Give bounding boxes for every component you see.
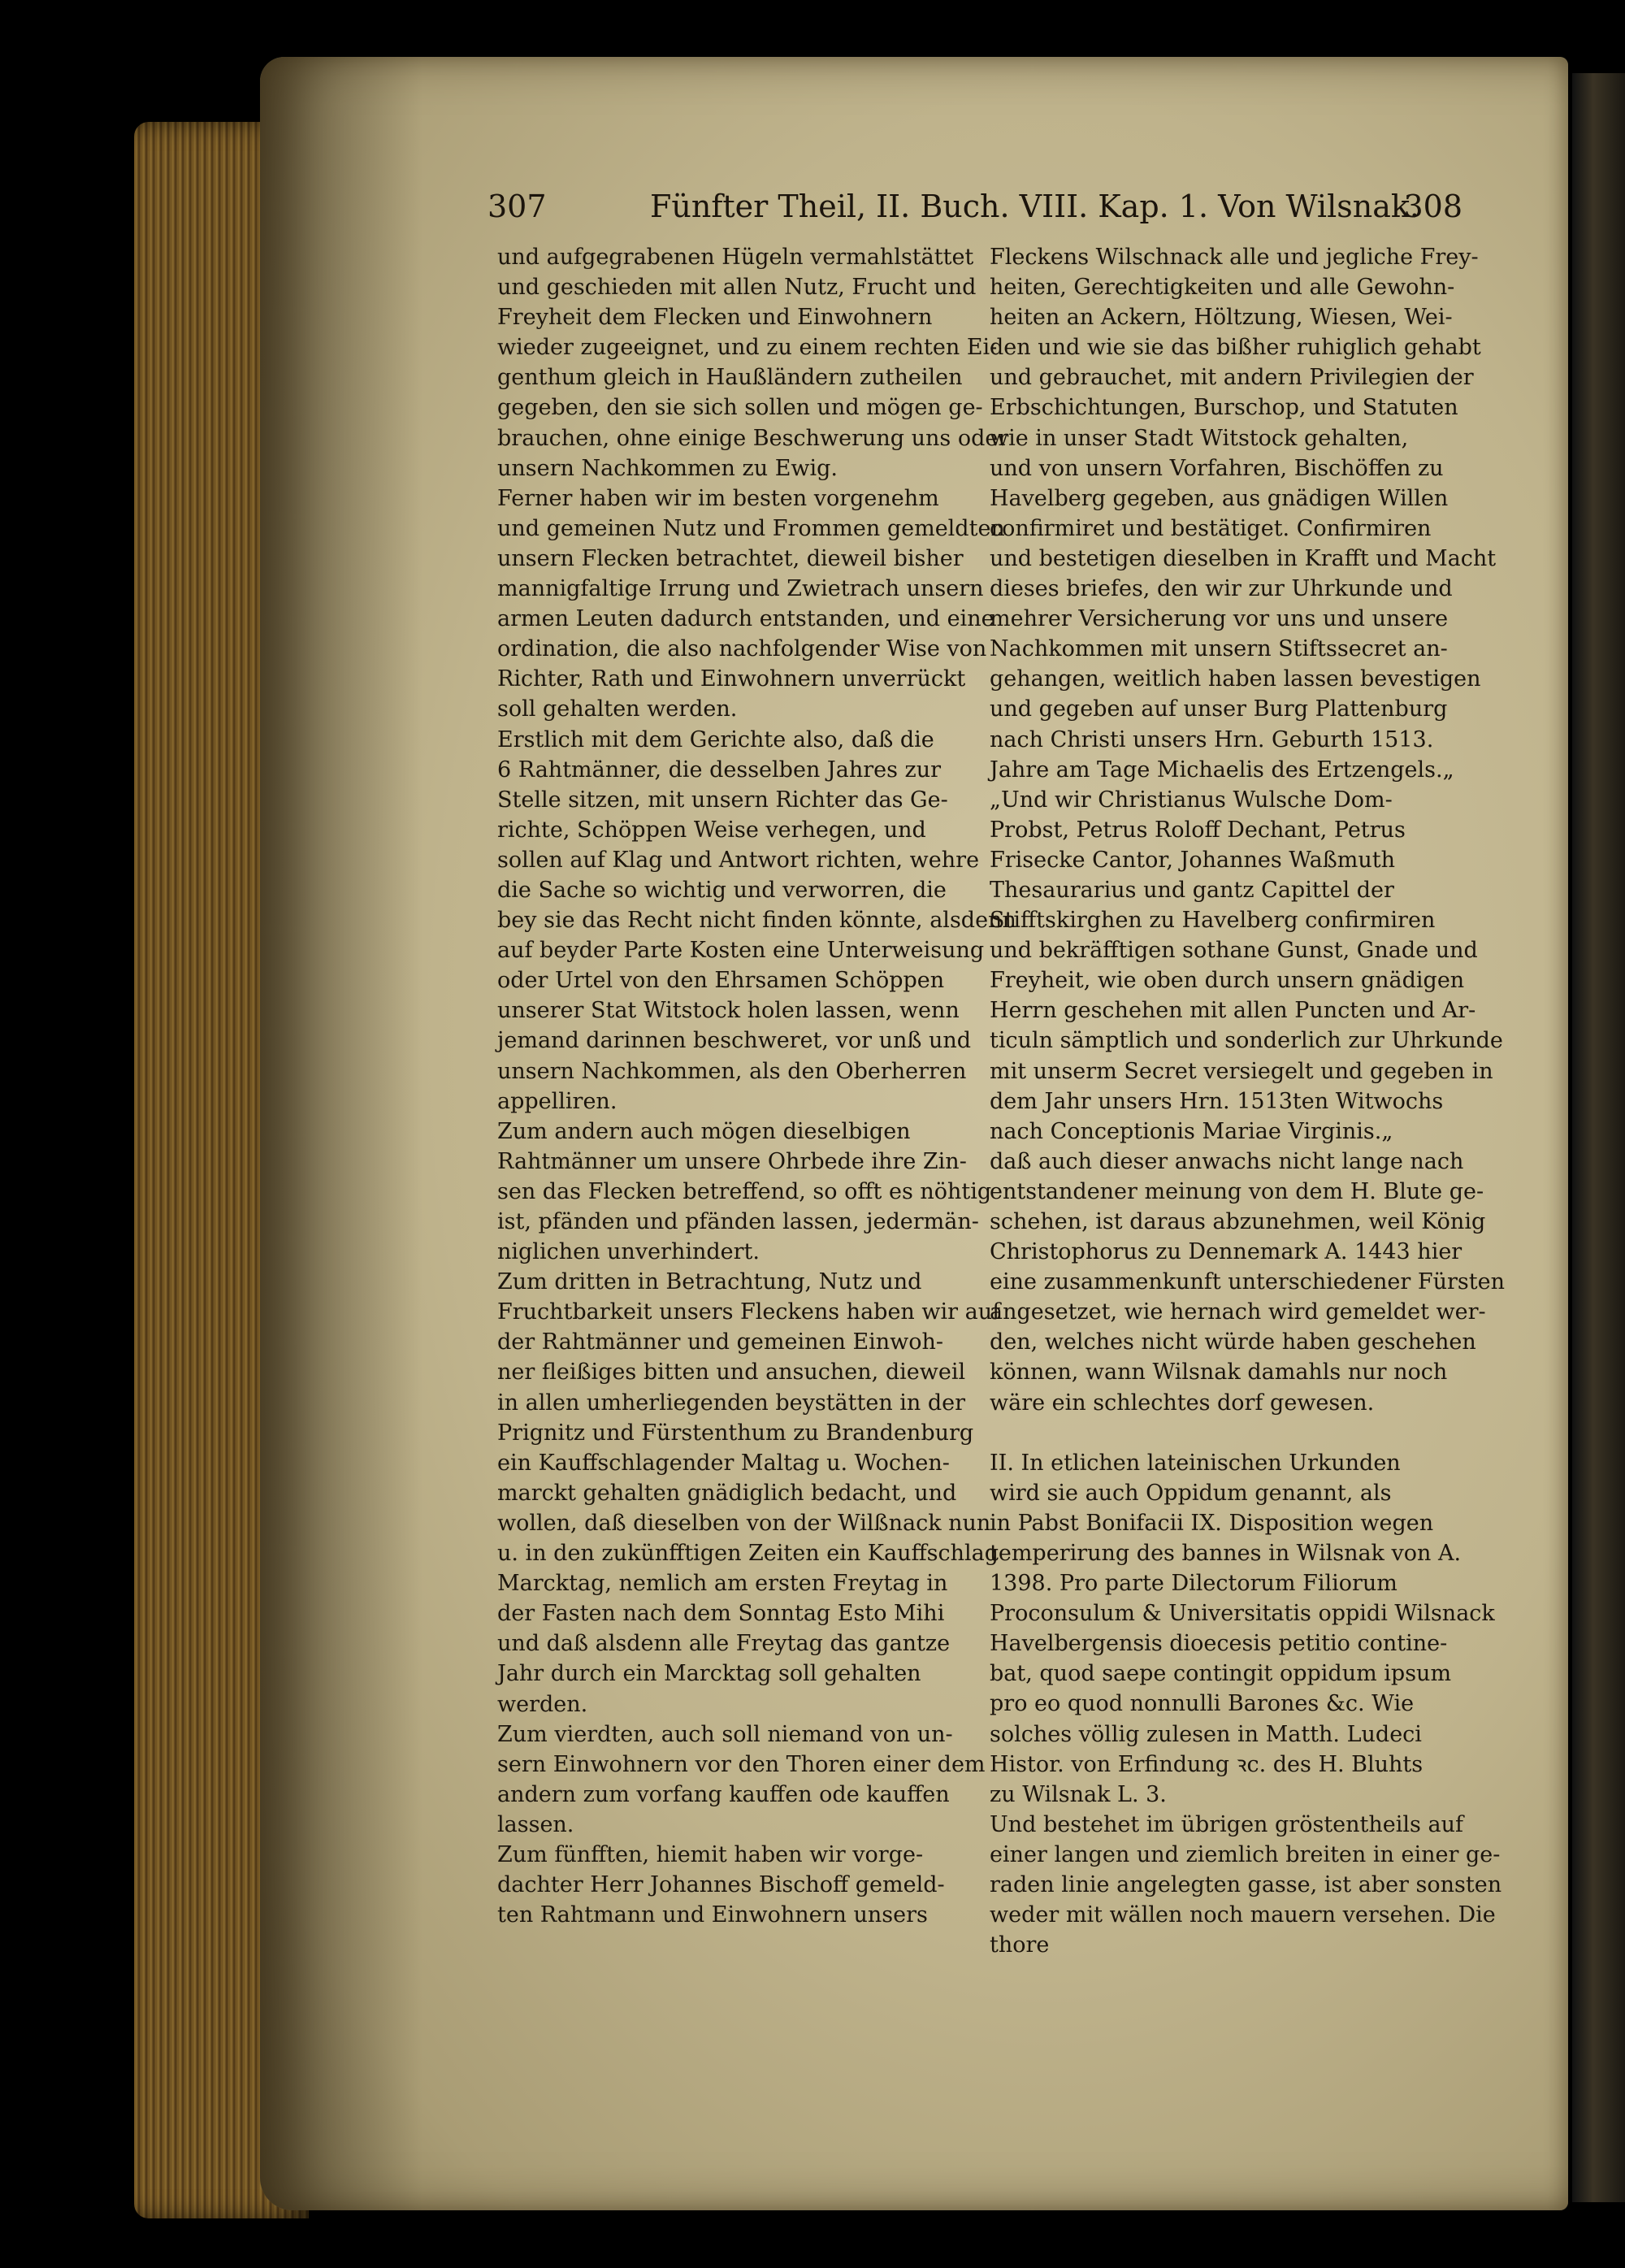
- text-line: unserer Stat Witstock holen lassen, wenn: [497, 998, 960, 1024]
- text-line: Freyheit dem Flecken und Einwohnern: [497, 305, 933, 331]
- text-line: armen Leuten dadurch entstanden, und eine: [497, 606, 994, 632]
- text-line: Havelbergensis dioecesis petitio contine-: [990, 1631, 1448, 1657]
- gutter-shadow: [260, 57, 422, 2210]
- text-line: Nachkommen mit unsern Stiftssecret an-: [990, 636, 1448, 662]
- text-line: Stelle sitzen, mit unsern Richter das Ge-: [497, 787, 948, 813]
- text-line: ten Rahtmann und Einwohnern unsers: [497, 1902, 928, 1928]
- text-line: mannigfaltige Irrung und Zwietrach unsern: [497, 576, 984, 602]
- text-line: und bestetigen dieselben in Krafft und Macht: [990, 545, 1497, 571]
- text-line: nach Conceptionis Mariae Virginis.„: [990, 1118, 1393, 1144]
- text-line: der Fasten nach dem Sonntag Esto Mihi: [497, 1601, 945, 1627]
- text-line: heiten an Ackern, Höltzung, Wiesen, Wei-: [990, 305, 1453, 331]
- text-line: Prignitz und Fürstenthum zu Brandenburg: [497, 1420, 974, 1446]
- text-line: eine zusammenkunft unterschiedener Fürsten: [990, 1269, 1505, 1295]
- text-line: jemand darinnen beschweret, vor unß und: [497, 1028, 972, 1054]
- right-column-upper-text: [990, 242, 1505, 1418]
- text-line: u. in den zukünfftigen Zeiten ein Kauffschlag: [497, 1541, 999, 1567]
- text-line: Richter, Rath und Einwohnern unverrückt: [497, 666, 966, 692]
- text-line: marckt gehalten gnädiglich bedacht, und: [497, 1480, 957, 1506]
- text-line: den, welches nicht würde haben geschehen: [990, 1329, 1476, 1355]
- text-line: und gebrauchet, mit andern Privilegien der: [990, 365, 1474, 391]
- text-line: soll gehalten werden.: [497, 696, 738, 722]
- text-line: und aufgegrabenen Hügeln vermahlstättet: [497, 245, 974, 270]
- text-line: können, wann Wilsnak damahls nur noch: [990, 1359, 1448, 1386]
- text-line: Jahre am Tage Michaelis des Ertzengels.„: [990, 757, 1454, 783]
- text-line: Erbschichtungen, Burschop, und Statuten: [990, 395, 1458, 421]
- facing-page-edge: [1572, 73, 1625, 2202]
- text-line: Herrn geschehen mit allen Puncten und Ar-: [990, 998, 1476, 1024]
- text-line: der Rahtmänner und gemeinen Einwoh-: [497, 1329, 944, 1355]
- page-number-right: 308: [1403, 189, 1462, 224]
- text-line: raden linie angelegten gasse, ist aber sonsten: [990, 1871, 1502, 1897]
- text-line: ein Kauffschlagender Maltag u. Wochen-: [497, 1450, 950, 1476]
- text-line: und daß alsdenn alle Freytag das gantze: [497, 1631, 951, 1657]
- text-line: zu Wilsnak L. 3.: [990, 1781, 1167, 1807]
- text-line: in Pabst Bonifacii IX. Disposition wegen: [990, 1510, 1434, 1536]
- text-line: gegeben, den sie sich sollen und mögen ge-: [497, 395, 983, 421]
- text-line: einer langen und ziemlich breiten in einer ge-: [990, 1841, 1501, 1867]
- text-line: ner fleißiges bitten und ansuchen, dieweil: [497, 1359, 966, 1386]
- text-line: mit unserm Secret versiegelt und gegeben in: [990, 1058, 1493, 1084]
- text-line: Thesaurarius und gantz Capittel der: [990, 877, 1394, 903]
- text-line: Freyheit, wie oben durch unsern gnädigen: [990, 968, 1465, 994]
- text-line: Frisecke Cantor, Johannes Waßmuth: [990, 847, 1396, 873]
- text-line: Fruchtbarkeit unsers Fleckens haben wir auf: [497, 1299, 1001, 1325]
- page-number-left: 307: [488, 189, 547, 224]
- text-line: sen das Flecken betreffend, so offt es nöhtig: [497, 1178, 992, 1204]
- right-text-column: [990, 242, 1505, 1960]
- text-line: Ferner haben wir im besten vorgenehm: [497, 485, 939, 511]
- text-line: confirmiret und bestätiget. Confirmiren: [990, 515, 1432, 541]
- text-line: gehangen, weitlich haben lassen bevestigen: [990, 666, 1481, 692]
- text-line: werden.: [497, 1691, 588, 1717]
- text-line: 1398. Pro parte Dilectorum Filiorum: [990, 1571, 1398, 1597]
- text-line: andern zum vorfang kauffen ode kauffen: [497, 1781, 950, 1807]
- text-line: wie in unser Stadt Witstock gehalten,: [990, 425, 1409, 451]
- text-line: weder mit wällen noch mauern versehen. Die: [990, 1902, 1496, 1928]
- text-line: sollen auf Klag und Antwort richten, wehre: [497, 847, 980, 873]
- text-line: II. In etlichen lateinischen Urkunden: [990, 1450, 1401, 1476]
- text-line: schehen, ist daraus abzunehmen, weil König: [990, 1209, 1486, 1234]
- text-line: Proconsulum & Universitatis oppidi Wilsnack: [990, 1601, 1495, 1627]
- text-line: die Sache so wichtig und verworren, die: [497, 877, 947, 903]
- text-line: sern Einwohnern vor den Thoren einer dem: [497, 1751, 986, 1777]
- text-line: pro eo quod nonnulli Barones &c. Wie: [990, 1691, 1415, 1717]
- text-line: Und bestehet im übrigen gröstentheils auf: [990, 1811, 1463, 1837]
- text-line: nach Christi unsers Hrn. Geburth 1513.: [990, 726, 1434, 752]
- text-line: entstandener meinung von dem H. Blute ge-: [990, 1178, 1484, 1204]
- text-line: Stifftskirghen zu Havelberg confirmiren: [990, 908, 1436, 934]
- text-line: dieses briefes, den wir zur Uhrkunde und: [990, 576, 1453, 602]
- text-line: dachter Herr Johannes Bischoff gemeld-: [497, 1872, 945, 1898]
- text-line: Histor. von Erfindung ꝛc. des H. Bluhts: [990, 1751, 1424, 1777]
- text-line: Erstlich mit dem Gerichte also, daß die: [497, 726, 934, 752]
- text-line: bat, quod saepe contingit oppidum ipsum: [990, 1661, 1452, 1687]
- text-line: oder Urtel von den Ehrsamen Schöppen: [497, 968, 945, 994]
- text-line: bey sie das Recht nicht finden könnte, alsdenn: [497, 908, 1016, 934]
- text-line: dem Jahr unsers Hrn. 1513ten Witwochs: [990, 1088, 1444, 1114]
- text-line: 6 Rahtmänner, die desselben Jahres zur: [497, 757, 942, 783]
- text-line: Zum fünfften, hiemit haben wir vorge-: [497, 1841, 924, 1867]
- text-line: Christophorus zu Dennemark A. 1443 hier: [990, 1239, 1462, 1265]
- text-line: ist, pfänden und pfänden lassen, jedermän-: [497, 1209, 979, 1234]
- text-line: unsern Flecken betrachtet, dieweil bisher: [497, 545, 964, 571]
- text-line: genthum gleich in Haußländern zutheilen: [497, 365, 963, 391]
- text-line: unsern Nachkommen zu Ewig.: [497, 455, 838, 481]
- text-line: und bekräfftigen sothane Gunst, Gnade und: [990, 938, 1478, 964]
- text-line: heiten, Gerechtigkeiten und alle Gewohn-: [990, 275, 1455, 301]
- text-line: niglichen unverhindert.: [497, 1239, 760, 1265]
- text-line: ticuln sämptlich und sonderlich zur Uhrkunde: [990, 1028, 1503, 1054]
- text-line: appelliren.: [497, 1088, 618, 1114]
- text-line: Marcktag, nemlich am ersten Freytag in: [497, 1571, 948, 1597]
- text-line: „Und wir Christianus Wulsche Dom-: [990, 787, 1393, 813]
- text-line: Zum vierdten, auch soll niemand von un-: [497, 1721, 953, 1747]
- text-line: solches völlig zulesen in Matth. Ludeci: [990, 1721, 1422, 1747]
- text-line: und geschieden mit allen Nutz, Frucht und: [497, 275, 977, 301]
- text-line: Havelberg gegeben, aus gnädigen Willen: [990, 485, 1449, 511]
- text-line: und gemeinen Nutz und Frommen gemeldten: [497, 515, 1005, 541]
- text-line: in allen umherliegenden beystätten in der: [497, 1390, 966, 1416]
- text-line: Fleckens Wilschnack alle und jegliche Frey-: [990, 245, 1479, 270]
- text-line: angesetzet, wie hernach wird gemeldet wer-: [990, 1299, 1486, 1325]
- text-line: und gegeben auf unser Burg Plattenburg: [990, 696, 1448, 722]
- text-line: wird sie auch Oppidum genannt, als: [990, 1480, 1392, 1506]
- text-line: temperirung des bannes in Wilsnak von A.: [990, 1540, 1462, 1566]
- left-text-column: [497, 242, 1016, 1930]
- text-line: daß auch dieser anwachs nicht lange nach: [990, 1148, 1464, 1174]
- text-line: Zum dritten in Betrachtung, Nutz und: [497, 1269, 922, 1295]
- paragraph-gap: [990, 1418, 1477, 1448]
- text-line: und von unsern Vorfahren, Bischöffen zu: [990, 455, 1444, 481]
- text-line: Rahtmänner um unsere Ohrbede ihre Zin-: [497, 1148, 967, 1174]
- text-line: unsern Nachkommen, als den Oberherren: [497, 1058, 967, 1084]
- text-line: auf beyder Parte Kosten eine Unterweisung: [497, 938, 985, 964]
- text-line: Jahr durch ein Marcktag soll gehalten: [497, 1661, 921, 1687]
- text-line: wieder zugeeignet, und zu einem rechten Ei-: [497, 335, 998, 361]
- page-header: [488, 189, 1462, 239]
- text-line: wollen, daß dieselben von der Wilßnack nun: [497, 1510, 991, 1536]
- text-line: thore: [990, 1932, 1050, 1958]
- text-line: lassen.: [497, 1811, 574, 1837]
- text-line: Zum andern auch mögen dieselbigen: [497, 1118, 911, 1144]
- text-line: richte, Schöppen Weise verhegen, und: [497, 817, 926, 843]
- text-line: den und wie sie das bißher ruhiglich gehabt: [990, 335, 1481, 361]
- text-line: wäre ein schlechtes dorf gewesen.: [990, 1390, 1375, 1416]
- running-title: Fünfter Theil, II. Buch. VIII. Kap. 1. Von Wilsnak.: [650, 189, 1419, 224]
- text-line: mehrer Versicherung vor uns und unsere: [990, 606, 1449, 632]
- text-line: ordination, die also nachfolgender Wise von: [497, 636, 987, 662]
- text-line: brauchen, ohne einige Beschwerung uns oder: [497, 425, 1009, 451]
- text-line: Probst, Petrus Roloff Dechant, Petrus: [990, 817, 1406, 843]
- right-column-lower-text: [990, 1448, 1502, 1961]
